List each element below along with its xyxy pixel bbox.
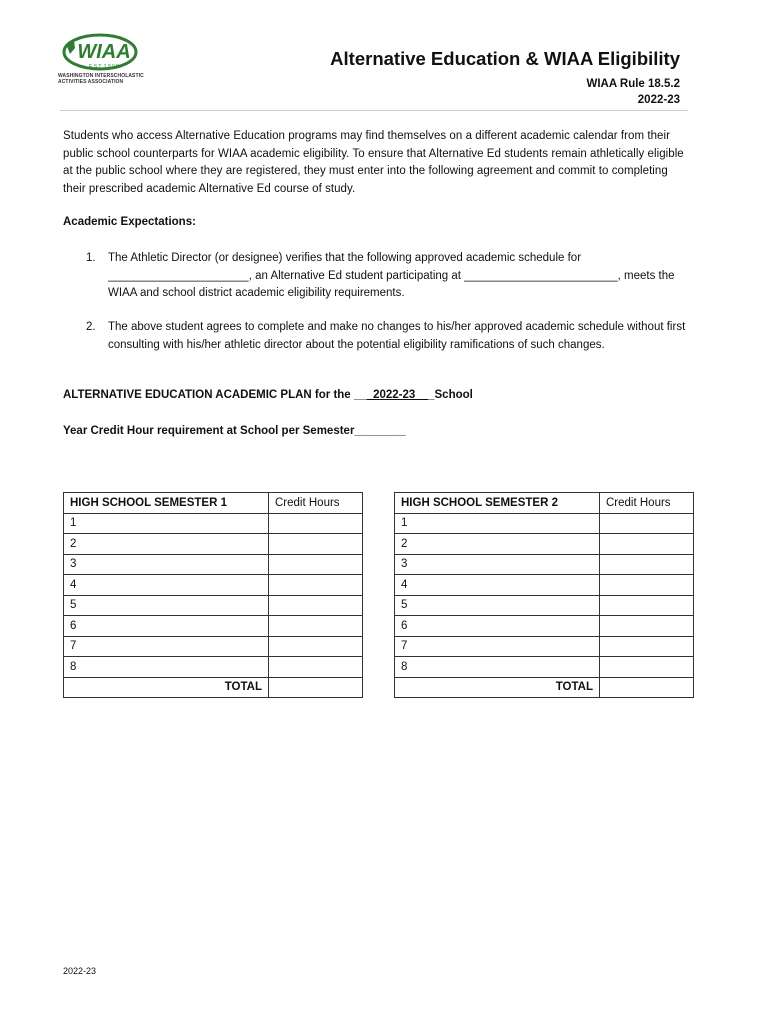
- table-row: [64, 595, 363, 616]
- expectation-text: The above student agrees to complete and make no changes to his/her approved academic schedule without first consulting with his/her athletic director about the potential eligibility ramifications of such changes.: [108, 321, 686, 351]
- credit-cell[interactable]: [600, 534, 694, 555]
- academic-expectations-heading: Academic Expectations:: [63, 216, 196, 228]
- table-row: [64, 534, 363, 555]
- logo-wordmark: WIAA: [77, 41, 131, 63]
- credit-cell[interactable]: [269, 554, 363, 575]
- table-row: [395, 595, 694, 616]
- expectation-number: 2.: [86, 321, 96, 333]
- plan-suffix: _School: [428, 389, 473, 401]
- header-divider: [60, 110, 688, 111]
- semester-2-header: HIGH SCHOOL SEMESTER 2: [395, 493, 600, 514]
- table-row: [395, 636, 694, 657]
- table-row: [395, 575, 694, 596]
- course-cell[interactable]: 8: [395, 657, 600, 678]
- credit-cell[interactable]: [600, 616, 694, 637]
- table-row: [395, 534, 694, 555]
- credit-cell[interactable]: [269, 513, 363, 534]
- credit-cell[interactable]: [269, 616, 363, 637]
- table-row: [395, 657, 694, 678]
- course-cell[interactable]: 5: [64, 595, 269, 616]
- course-cell[interactable]: 4: [64, 575, 269, 596]
- table-header-row: [395, 493, 694, 514]
- rule-reference: WIAA Rule 18.5.2: [586, 78, 680, 90]
- course-cell[interactable]: 3: [64, 554, 269, 575]
- semester-2-table: [394, 492, 694, 698]
- credit-cell[interactable]: [600, 513, 694, 534]
- table-row: [395, 513, 694, 534]
- wiaa-logo-mark: [58, 30, 142, 74]
- course-cell[interactable]: 1: [64, 513, 269, 534]
- logo-organization-name: WASHINGTON INTERSCHOLASTIC ACTIVITIES ASSOCIATION: [58, 73, 144, 85]
- credit-cell[interactable]: [269, 595, 363, 616]
- total-label: TOTAL: [64, 677, 269, 698]
- table-row: [64, 575, 363, 596]
- course-cell[interactable]: 6: [395, 616, 600, 637]
- page-title: Alternative Education & WIAA Eligibility: [330, 48, 680, 69]
- credit-requirement-line: Year Credit Hour requirement at School per Semester________: [63, 425, 406, 437]
- course-cell[interactable]: 7: [64, 636, 269, 657]
- plan-prefix: ALTERNATIVE EDUCATION ACADEMIC PLAN for the __: [63, 389, 367, 401]
- table-header-row: [64, 493, 363, 514]
- intro-paragraph: Students who access Alternative Education programs may find themselves on a different academic calendar from their public school counterparts for WIAA academic eligibility. To ensure that Alternative Ed students remain athletically eligible at the public school where they are registered, they must enter into the following agreement and commit to completing their prescribed academic Alternative Ed course of study.: [63, 130, 684, 195]
- total-label: TOTAL: [395, 677, 600, 698]
- total-row: [64, 677, 363, 698]
- expectation-text: The Athletic Director (or designee) verifies that the following approved academic schedule for ______________________, an Alternative Ed student participating at ________________________, meets the WIAA and school district academic eligibility requirements.: [108, 252, 675, 300]
- plan-year: _2022-23__: [366, 389, 429, 401]
- table-row: [64, 657, 363, 678]
- credit-cell[interactable]: [269, 636, 363, 657]
- semester-1-table: [63, 492, 363, 698]
- logo-established: E S T. 1 9 0 5: [89, 64, 119, 70]
- school-year: 2022-23: [637, 94, 680, 106]
- table-row: [64, 616, 363, 637]
- course-cell[interactable]: 1: [395, 513, 600, 534]
- course-cell[interactable]: 5: [395, 595, 600, 616]
- credit-cell[interactable]: [269, 657, 363, 678]
- course-cell[interactable]: 8: [64, 657, 269, 678]
- credit-cell[interactable]: [269, 534, 363, 555]
- expectation-number: 1.: [86, 252, 96, 264]
- course-cell[interactable]: 6: [64, 616, 269, 637]
- footer-year: 2022-23: [63, 966, 97, 976]
- academic-plan-line: [63, 389, 473, 401]
- table-row: [395, 616, 694, 637]
- course-cell[interactable]: 2: [64, 534, 269, 555]
- course-cell[interactable]: 7: [395, 636, 600, 657]
- credit-cell[interactable]: [600, 595, 694, 616]
- credit-cell[interactable]: [269, 575, 363, 596]
- table-row: [395, 554, 694, 575]
- table-row: [64, 554, 363, 575]
- table-row: [64, 513, 363, 534]
- credit-cell[interactable]: [600, 575, 694, 596]
- credit-cell[interactable]: [600, 554, 694, 575]
- credit-hours-header: Credit Hours: [600, 493, 694, 514]
- total-credit-cell[interactable]: [269, 677, 363, 698]
- table-row: [64, 636, 363, 657]
- course-cell[interactable]: 2: [395, 534, 600, 555]
- course-cell[interactable]: 3: [395, 554, 600, 575]
- credit-hours-header: Credit Hours: [269, 493, 363, 514]
- credit-cell[interactable]: [600, 657, 694, 678]
- total-row: [395, 677, 694, 698]
- credit-cell[interactable]: [600, 636, 694, 657]
- total-credit-cell[interactable]: [600, 677, 694, 698]
- semester-1-header: HIGH SCHOOL SEMESTER 1: [64, 493, 269, 514]
- course-cell[interactable]: 4: [395, 575, 600, 596]
